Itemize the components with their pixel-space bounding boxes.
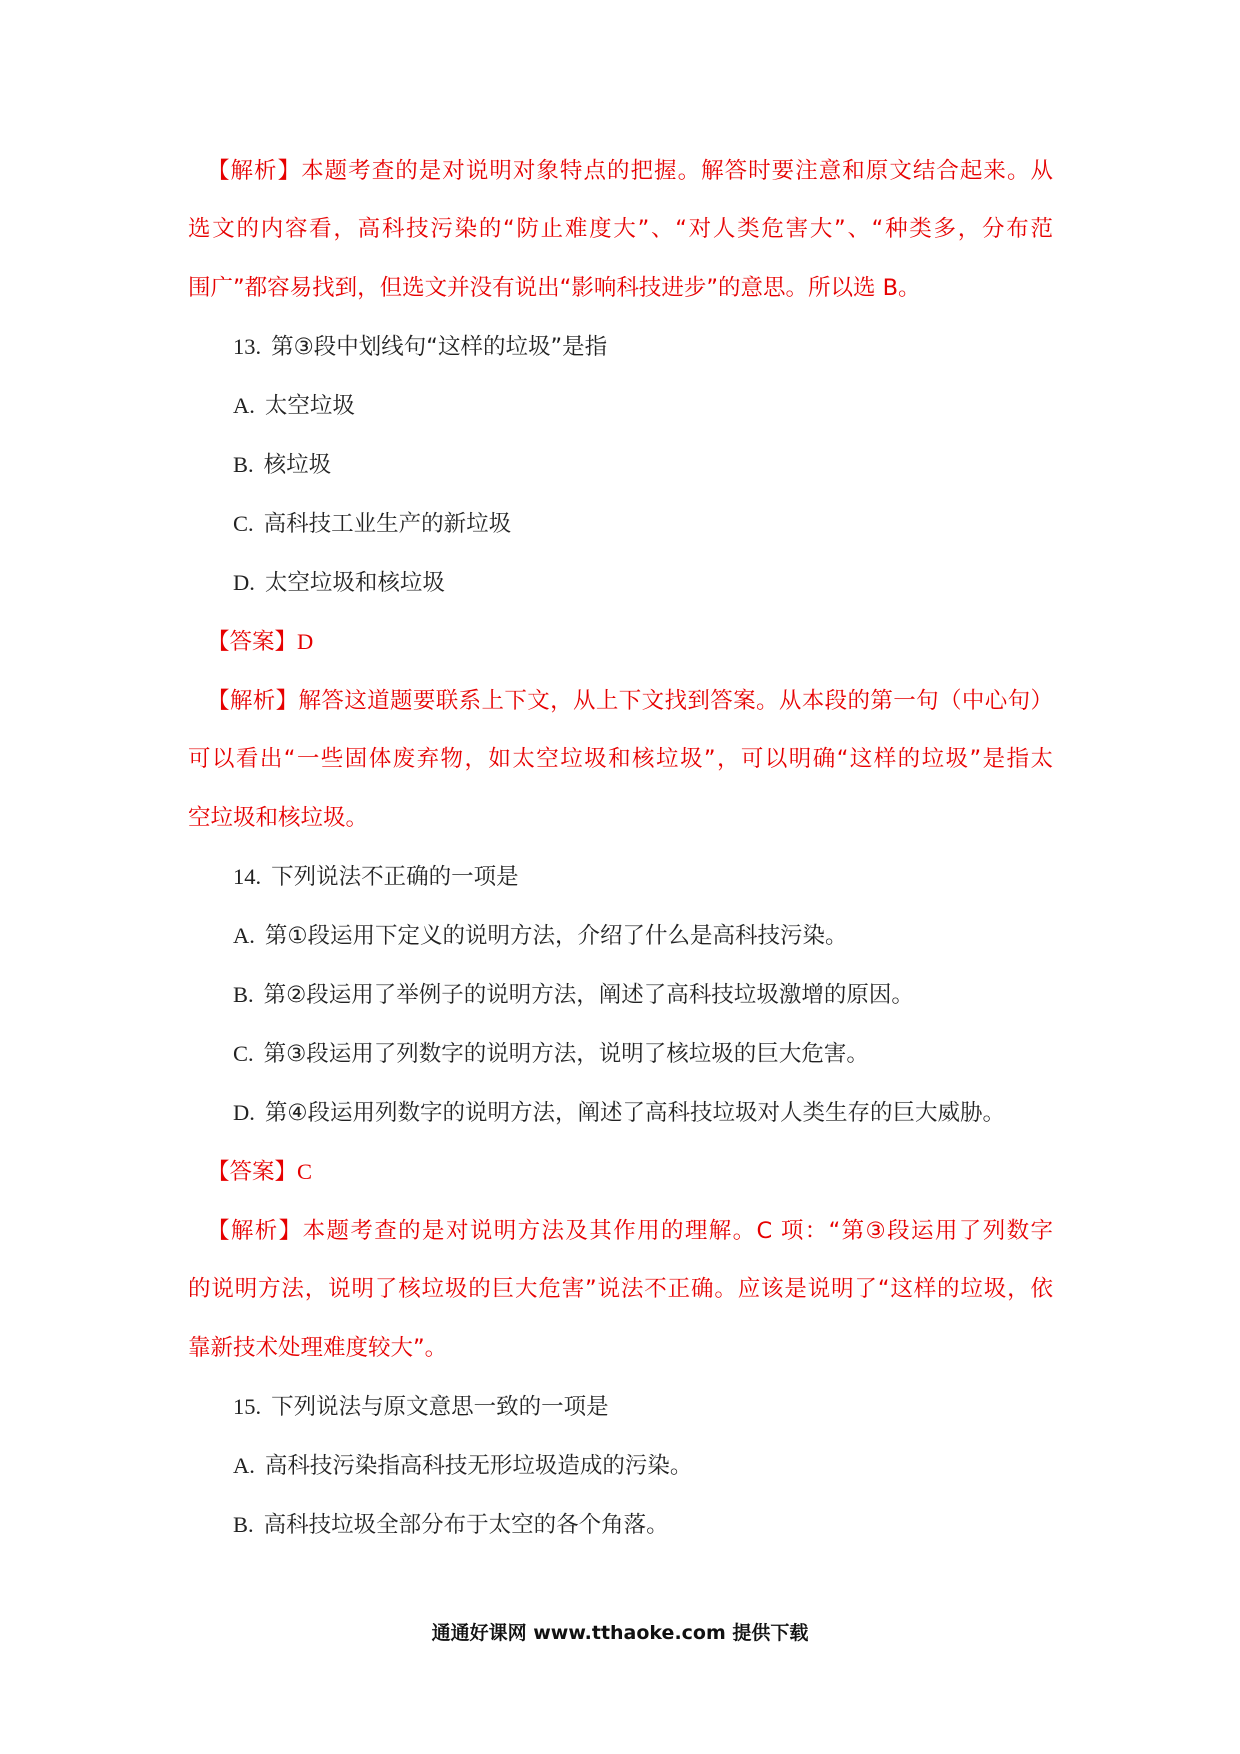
option-text: 高科技垃圾全部分布于太空的各个角落。 xyxy=(263,1511,669,1538)
option-item xyxy=(188,966,1053,1025)
option-text: 高科技污染指高科技无形垃圾造成的污染。 xyxy=(264,1453,693,1480)
question-stem xyxy=(188,1378,1053,1437)
option-text: 核垃圾 xyxy=(263,451,332,478)
analysis-line xyxy=(188,672,1053,731)
option-item xyxy=(188,436,1053,495)
analysis-label: 【解析】 xyxy=(207,157,302,184)
analysis-line: 靠新技术处理难度较大”。 xyxy=(188,1335,448,1362)
analysis-line: 可以看出“一些固体废弃物，如太空垃圾和核垃圾”，可以明确“这样的垃圾”是指太 xyxy=(188,746,1053,773)
question-number: 15. xyxy=(233,1394,262,1420)
option-text: 第①段运用下定义的说明方法，介绍了什么是高科技污染。 xyxy=(264,923,848,950)
analysis-label: 【解析】 xyxy=(207,687,299,714)
analysis-text: 本题考查的是对说明方法及其作用的理解。C 项：“第③段运用了列数字 xyxy=(302,1217,1053,1244)
answer-line xyxy=(188,1143,1053,1202)
question-number: 14. xyxy=(233,864,262,890)
analysis-line xyxy=(188,142,1053,201)
answer-value: D xyxy=(297,628,314,654)
analysis-block-q12 xyxy=(188,142,1053,319)
option-item xyxy=(188,554,1053,613)
answer-line xyxy=(188,613,1053,672)
option-item xyxy=(188,1084,1053,1143)
question-13 xyxy=(188,318,1053,848)
option-letter: B. xyxy=(233,451,254,477)
option-letter: D. xyxy=(233,1099,255,1125)
option-letter: A. xyxy=(233,393,255,419)
option-text: 第④段运用列数字的说明方法，阐述了高科技垃圾对人类生存的巨大威胁。 xyxy=(264,1099,1006,1126)
analysis-line: 空垃圾和核垃圾。 xyxy=(188,805,369,832)
option-letter: A. xyxy=(233,1453,255,1479)
question-number: 13. xyxy=(233,334,262,360)
answer-label: 【答案】 xyxy=(207,1158,298,1185)
analysis-line: 围广”都容易找到，但选文并没有说出“影响科技进步”的意思。所以选 B。 xyxy=(188,275,921,302)
question-stem xyxy=(188,318,1053,377)
question-stem-text: 下列说法不正确的一项是 xyxy=(271,864,519,891)
question-stem-text: 第③段中划线句“这样的垃圾”是指 xyxy=(271,334,608,361)
option-letter: D. xyxy=(233,569,255,595)
option-item xyxy=(188,1437,1053,1496)
option-text: 太空垃圾 xyxy=(264,393,355,420)
analysis-text: 解答这道题要联系上下文，从上下文找到答案。从本段的第一句（中心句） xyxy=(298,687,1053,714)
option-item xyxy=(188,495,1053,554)
option-letter: B. xyxy=(233,981,254,1007)
option-letter: C. xyxy=(233,1040,254,1066)
analysis-label: 【解析】 xyxy=(207,1217,303,1244)
page-body xyxy=(188,142,1053,1555)
analysis-line: 选文的内容看，高科技污染的“防止难度大”、“对人类危害大”、“种类多，分布范 xyxy=(188,216,1053,243)
option-letter: C. xyxy=(233,510,254,536)
option-letter: B. xyxy=(233,1511,254,1537)
option-item xyxy=(188,377,1053,436)
option-text: 太空垃圾和核垃圾 xyxy=(264,569,445,596)
option-item xyxy=(188,1496,1053,1555)
question-14 xyxy=(188,848,1053,1378)
option-item xyxy=(188,907,1053,966)
option-text: 第③段运用了列数字的说明方法，说明了核垃圾的巨大危害。 xyxy=(263,1040,869,1067)
page-footer: 通通好课网 www.tthaoke.com 提供下载 xyxy=(431,1622,809,1644)
option-text: 高科技工业生产的新垃圾 xyxy=(263,510,512,537)
option-item xyxy=(188,1025,1053,1084)
analysis-line: 的说明方法，说明了核垃圾的巨大危害”说法不正确。应该是说明了“这样的垃圾，依 xyxy=(188,1276,1053,1303)
question-stem xyxy=(188,848,1053,907)
answer-value: C xyxy=(297,1158,313,1184)
question-stem-text: 下列说法与原文意思一致的一项是 xyxy=(271,1394,609,1421)
analysis-text: 本题考查的是对说明对象特点的把握。解答时要注意和原文结合起来。从 xyxy=(301,157,1053,184)
option-letter: A. xyxy=(233,923,255,949)
answer-label: 【答案】 xyxy=(207,628,298,655)
analysis-line xyxy=(188,1202,1053,1261)
question-15 xyxy=(188,1378,1053,1555)
option-text: 第②段运用了举例子的说明方法，阐述了高科技垃圾激增的原因。 xyxy=(263,981,914,1008)
